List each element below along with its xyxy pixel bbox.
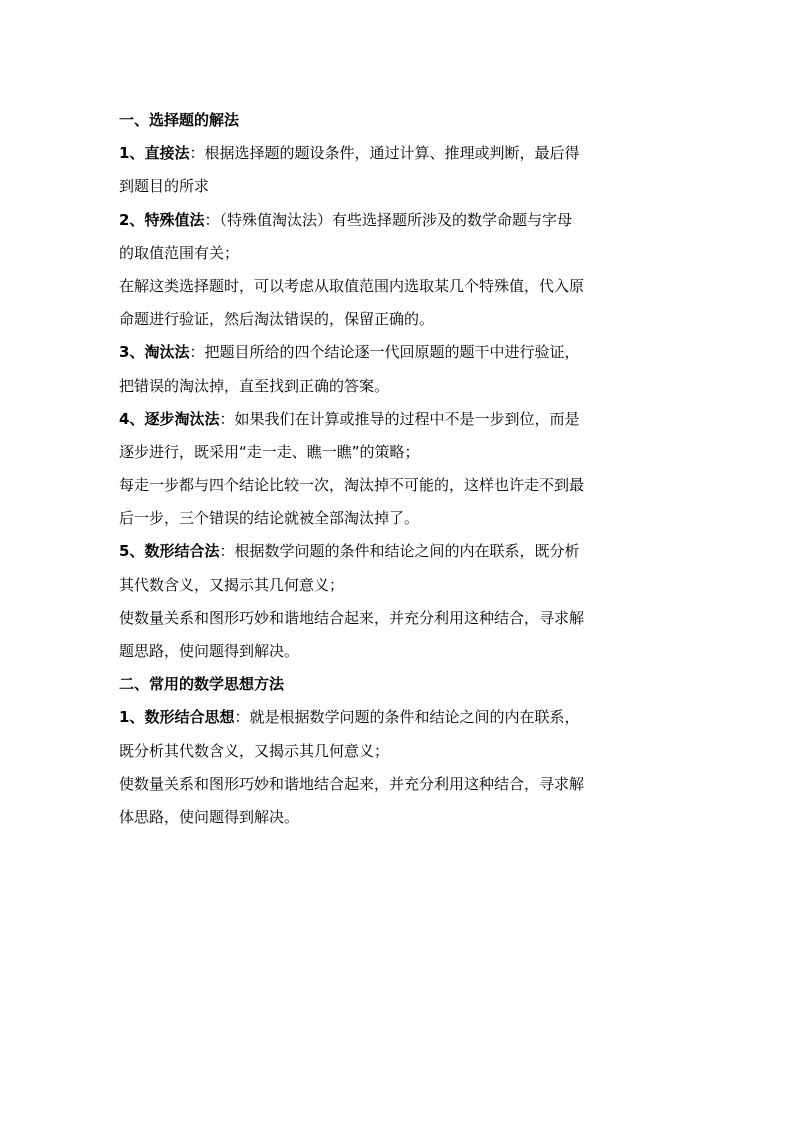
item-text-line: 使数量关系和图形巧妙和谐地结合起来，并充分利用这种结合，寻求解 (119, 774, 585, 793)
item-text: ：根据数学问题的条件和结论之间的内在联系，既分析 (219, 542, 580, 561)
item-term: 特殊值法 (144, 210, 205, 229)
item-first-line (119, 701, 679, 734)
item-term: 直接法 (144, 144, 190, 163)
section-heading: 二、常用的数学思想方法 (119, 675, 285, 694)
item-text-line: 体思路，使问题得到解决。 (119, 807, 300, 826)
section-heading: 一、选择题的解法 (119, 111, 240, 129)
item-first-line (119, 204, 679, 237)
item-term: 淘汰法 (144, 343, 190, 362)
item-number: 2、 (119, 210, 145, 229)
item-text-line: 每走一步都与四个结论比较一次，淘汰掉不可能的，这样也许走不到最 (119, 476, 585, 495)
item-text-line: 既分析其代数含义，又揭示其几何意义； (119, 741, 390, 760)
item-text: ：把题目所给的四个结论逐一代回原题的题干中进行验证， (189, 343, 580, 362)
item-text-line: 命题进行验证，然后淘汰错误的，保留正确的。 (119, 310, 435, 329)
item-number: 3、 (119, 343, 145, 362)
item-text-line: 在解这类选择题时，可以考虑从取值范围内选取某几个特殊值，代入原 (119, 276, 585, 295)
item-first-line (119, 403, 679, 436)
item-text-line: 使数量关系和图形巧妙和谐地结合起来，并充分利用这种结合，寻求解 (119, 608, 585, 627)
item-text-line: 题思路，使问题得到解决。 (119, 642, 300, 660)
item-term: 数形结合思想 (144, 708, 235, 727)
item-term: 逐步淘汰法 (144, 409, 220, 428)
item-text: ：根据选择题的题设条件，通过计算、推理或判断，最后得 (189, 144, 580, 163)
item-number: 5、 (119, 542, 145, 561)
item-text: ：（特殊值淘汰法）有些选择题所涉及的数学命题与字母 (204, 210, 572, 229)
item-text-line: 把错误的淘汰掉，直至找到正确的答案。 (119, 376, 390, 395)
item-text-line: 到题目的所求 (119, 177, 210, 196)
item-first-line (119, 137, 679, 170)
item-number: 1、 (119, 708, 145, 727)
item-term: 数形结合法 (144, 542, 220, 561)
item-text-line: 的取值范围有关； (119, 243, 240, 262)
item-text-line: 后一步，三个错误的结论就被全部淘汰掉了。 (119, 509, 420, 528)
item-text: ：如果我们在计算或推导的过程中不是一步到位，而是 (219, 409, 580, 428)
item-text-line: 其代数含义，又揭示其几何意义； (119, 575, 345, 594)
item-text: ：就是根据数学问题的条件和结论之间的内在联系， (234, 708, 580, 727)
item-first-line (119, 336, 679, 369)
document-page (119, 104, 679, 834)
item-text-line: 逐步进行，既采用“走一走、瞧一瞧”的策略； (119, 442, 420, 461)
item-first-line (119, 535, 679, 568)
item-number: 1、 (119, 144, 145, 163)
item-number: 4、 (119, 409, 145, 428)
